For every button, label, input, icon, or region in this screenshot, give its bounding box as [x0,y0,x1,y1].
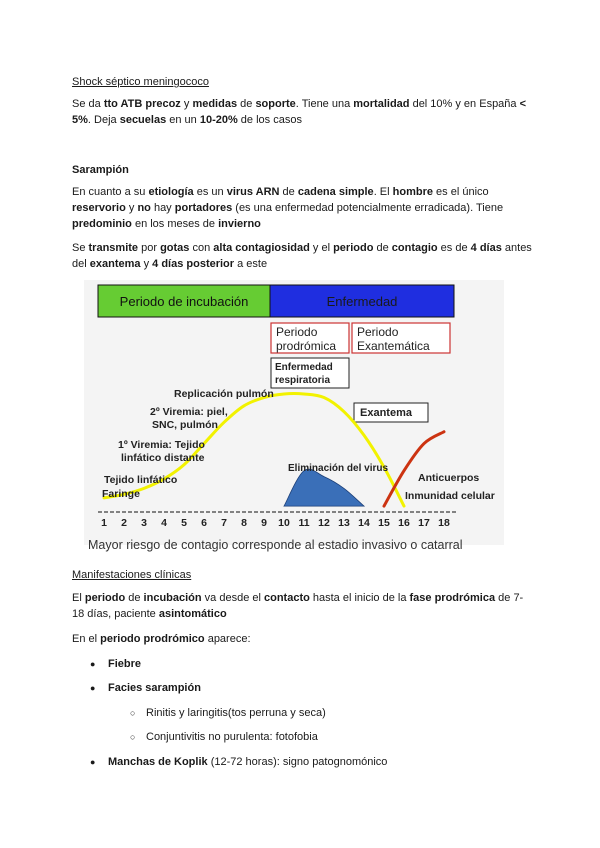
virus-shedding-label: Eliminación del virus [288,463,389,474]
text-run: El [72,592,85,604]
disease-band-label: Enfermedad [326,294,398,309]
x-tick-label: 6 [201,517,207,529]
text-run: fase prodrómica [409,592,496,604]
antibodies-label: Anticuerpos [418,472,480,484]
x-tick-label: 5 [181,517,187,529]
x-tick-label: 3 [141,517,147,529]
text-run: gotas [160,242,190,254]
x-tick-label: 1 [101,517,107,529]
prodromal-paragraph [72,631,532,647]
sarampion-title: Sarampión [72,164,129,176]
prodromal-period-line1: Periodo [276,325,318,339]
text-run: por [138,242,161,254]
text-run: hay [150,202,175,214]
text-run: . Deja [87,114,120,126]
text-run: etiología [148,186,194,198]
text-run: (es una enfermedad potencialmente erradicada). Tiene [232,202,504,214]
second-viremia-line1: 2º Viremia: piel, [150,406,228,418]
text-run: y [125,202,138,214]
x-tick-label: 2 [121,517,127,529]
text-run: cadena simple [297,186,374,198]
text-run: . El [373,186,393,198]
text-run: (12-72 horas): signo patognomónico [207,756,388,768]
text-run: y [180,98,193,110]
list-item: ● Fiebre [90,656,141,672]
text-run: predominio [72,218,132,230]
text-run: contacto [263,592,310,604]
facies-sublist-2 [130,729,318,745]
text-run: Se da [72,98,104,110]
text-run: en los meses de [131,218,219,230]
lymphatic-tissue-label: Tejido linfático [104,474,178,486]
text-run: secuelas [119,114,167,126]
text-run: portadores [174,202,233,214]
shock-title: Shock séptico meningococo [72,76,209,88]
text-run: 4 días posterior [152,258,235,270]
text-run: periodo [84,592,126,604]
text-run: de 7-18 días, paciente [72,592,524,620]
exanthematic-period-line1: Periodo [357,325,399,339]
text-run: virus ARN [226,186,280,198]
x-tick-label: 4 [161,517,167,529]
text-run: de [373,242,392,254]
text-run: aparece: [204,633,251,645]
x-tick-label: 17 [418,517,430,529]
sarampion-paragraph-2 [72,240,532,272]
symptom-list-3 [90,754,387,770]
facies-sublist-1 [130,705,326,721]
lung-replication-label: Replicación pulmón [174,388,274,400]
text-run: Manchas de Koplik [108,756,208,768]
x-tick-label: 10 [278,517,290,529]
x-tick-label: 18 [438,517,450,529]
first-viremia-line1: 1º Viremia: Tejido [118,439,205,451]
text-run: periodo [333,242,374,254]
x-tick-label: 7 [221,517,227,529]
text-run: de los casos [237,114,302,126]
text-run: con [189,242,214,254]
respiratory-disease-line1: Enfermedad [275,362,333,373]
text-run: antes del [72,242,532,270]
prodromal-period-line2: prodrómica [276,339,337,353]
text-run: En el [72,633,101,645]
text-run: va desde el [201,592,264,604]
incubation-band-label: Periodo de incubación [119,294,249,309]
figure-caption: Mayor riesgo de contagio corresponde al estadio invasivo o catarral [88,538,463,552]
exanthem-label: Exantema [360,407,412,419]
text-run: soporte [255,98,296,110]
text-run: 10-20% [199,114,238,126]
text-run: contagio [391,242,438,254]
text-run: incubación [143,592,202,604]
text-run: medidas [192,98,238,110]
text-run: de [237,98,256,110]
shock-paragraph [72,96,532,128]
clinical-manifestations-title: Manifestaciones clínicas [72,569,192,581]
symptom-list-2 [90,680,201,696]
text-run: hombre [392,186,433,198]
x-tick-label: 12 [318,517,330,529]
x-tick-label: 8 [241,517,247,529]
text-run: tto ATB precoz [103,98,181,110]
incubation-paragraph [72,590,532,622]
text-run: hasta el inicio de la [309,592,410,604]
measles-timeline-figure [84,280,504,558]
text-run: de [279,186,298,198]
text-run: asintomático [158,608,227,620]
text-run: a este [234,258,268,270]
first-viremia-line2: linfático distante [121,452,205,464]
list-item: ○ Rinitis y laringitis(tos perruna y seca) [130,705,326,721]
respiratory-disease-line2: respiratoria [275,375,331,386]
text-run: es el único [432,186,489,198]
pharynx-label: Faringe [102,488,140,500]
exanthematic-period-line2: Exantemática [357,339,430,353]
text-run: En cuanto a su [72,186,149,198]
text-run: es un [193,186,227,198]
x-tick-label: 16 [398,517,410,529]
text-run: . Tiene una [295,98,354,110]
x-tick-label: 14 [358,517,370,529]
list-item: ○ Conjuntivitis no purulenta: fotofobia [130,729,318,745]
text-run: y [140,258,153,270]
text-run: transmite [88,242,139,254]
x-tick-label: 9 [261,517,267,529]
text-run: Se [72,242,89,254]
x-tick-label: 11 [298,517,310,529]
second-viremia-line2: SNC, pulmón [152,419,218,431]
list-item [90,754,387,770]
text-run: exantema [89,258,141,270]
cellular-immunity-label: Inmunidad celular [405,490,495,502]
x-tick-label: 15 [378,517,390,529]
text-run: < 5% [72,98,527,126]
text-run: alta contagiosidad [213,242,310,254]
text-run: en un [166,114,200,126]
symptom-list-1 [90,656,141,672]
text-run: del 10% y en España [409,98,520,110]
text-run: mortalidad [353,98,410,110]
text-run: periodo prodrómico [100,633,205,645]
text-run: y el [309,242,334,254]
sarampion-paragraph-1 [72,184,532,232]
text-run: de [125,592,144,604]
x-tick-label: 13 [338,517,350,529]
text-run: reservorio [72,202,126,214]
text-run: invierno [218,218,261,230]
list-item: ● Facies sarampión [90,680,201,696]
text-run: 4 días [470,242,502,254]
text-run: es de [437,242,471,254]
text-run: no [137,202,151,214]
timeline-svg [84,280,504,558]
